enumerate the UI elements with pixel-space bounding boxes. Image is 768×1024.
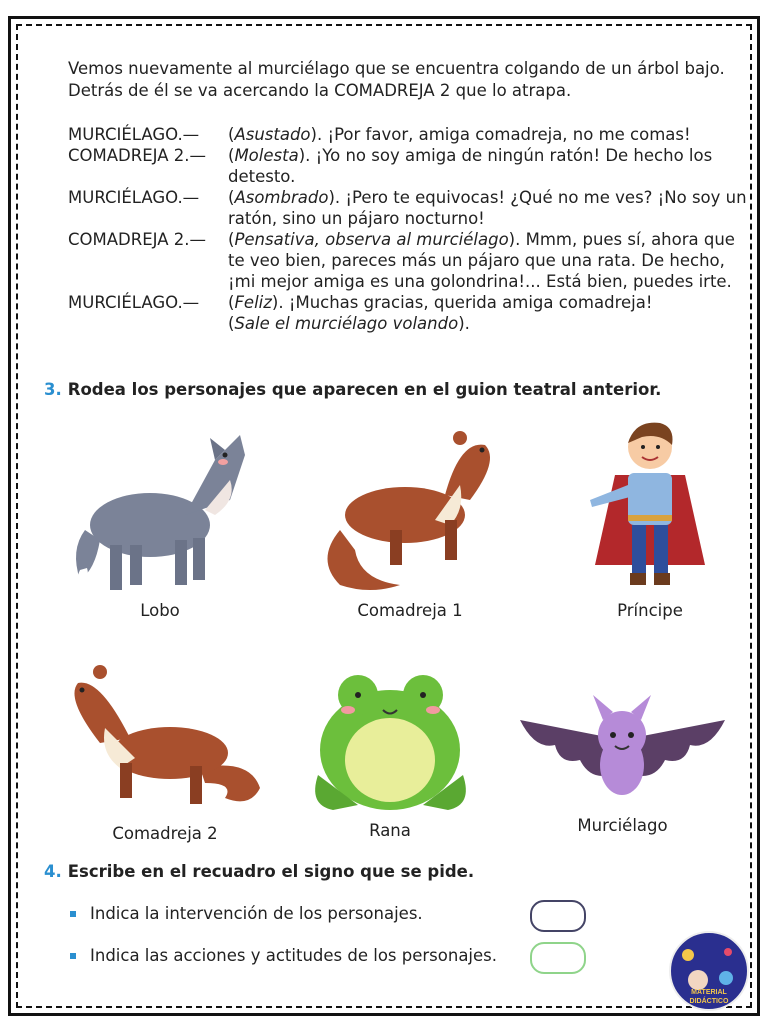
character-rana[interactable] bbox=[300, 665, 480, 840]
speaker: COMADREJA 2.— bbox=[68, 146, 206, 165]
svg-text:MATERIAL: MATERIAL bbox=[691, 989, 727, 996]
speech: (Asustado). ¡Por favor, amiga comadreja, no me comas! bbox=[228, 125, 691, 144]
bullet-icon bbox=[70, 953, 76, 959]
speech: (Pensativa, observa al murciélago). Mmm, pues sí, ahora que te veo bien, pareces más un pájaro que una rata. De hecho, ¡mi mejor amiga es una golondrina!... Está bien, puedes irte. bbox=[228, 230, 735, 291]
dialogue-line bbox=[68, 124, 748, 145]
character-murcielago[interactable] bbox=[515, 690, 730, 835]
speech: (Molesta). ¡Yo no soy amiga de ningún ratón! De hecho los detesto. bbox=[228, 146, 713, 186]
bullet-item: Indica las acciones y actitudes de los personajes. bbox=[70, 946, 497, 965]
speaker: MURCIÉLAGO.— bbox=[68, 293, 200, 312]
dialogue-line bbox=[68, 145, 748, 187]
svg-text:DIDÁCTICO: DIDÁCTICO bbox=[689, 998, 729, 1005]
bat-icon bbox=[515, 690, 730, 810]
speaker: MURCIÉLAGO.— bbox=[68, 188, 200, 207]
weasel-icon bbox=[310, 420, 510, 595]
logo-icon bbox=[668, 930, 750, 1012]
dialogue-line bbox=[68, 229, 748, 292]
question-4: 4. Escribe en el recuadro el signo que se pide. bbox=[44, 862, 475, 881]
frog-icon bbox=[303, 665, 478, 815]
character-label: Comadreja 2 bbox=[112, 824, 218, 843]
weasel-icon bbox=[60, 658, 270, 818]
question-3: 3. Rodea los personajes que aparecen en el guion teatral anterior. bbox=[44, 380, 662, 399]
speaker: COMADREJA 2.— bbox=[68, 230, 206, 249]
character-comadreja-1[interactable] bbox=[310, 420, 510, 620]
bullet-icon bbox=[70, 911, 76, 917]
character-label: Comadreja 1 bbox=[357, 601, 463, 620]
material-didactico-logo bbox=[668, 930, 750, 1012]
answer-box-2[interactable] bbox=[530, 942, 586, 974]
character-label: Rana bbox=[369, 821, 411, 840]
dialogue-line bbox=[68, 187, 748, 229]
bullet-item: Indica la intervención de los personajes. bbox=[70, 904, 423, 923]
dialogue-line bbox=[68, 292, 748, 334]
prince-icon bbox=[580, 415, 720, 595]
character-principe[interactable] bbox=[560, 415, 740, 620]
character-label: Murciélago bbox=[577, 816, 668, 835]
character-label: Príncipe bbox=[617, 601, 683, 620]
character-label: Lobo bbox=[140, 601, 180, 620]
character-lobo[interactable] bbox=[60, 420, 260, 620]
answer-box-1[interactable] bbox=[530, 900, 586, 932]
intro-paragraph: Vemos nuevamente al murciélago que se encuentra colgando de un árbol bajo. Detrás de él se va acercando la COMADREJA 2 que lo atrapa. bbox=[68, 59, 725, 100]
wolf-icon bbox=[65, 420, 255, 595]
speaker: MURCIÉLAGO.— bbox=[68, 125, 200, 144]
speech: (Feliz). ¡Muchas gracias, querida amiga comadreja! (Sale el murciélago volando). bbox=[228, 293, 653, 333]
speech: (Asombrado). ¡Pero te equivocas! ¿Qué no me ves? ¡No soy un ratón, sino un pájaro nocturno! bbox=[228, 188, 747, 228]
character-comadreja-2[interactable] bbox=[60, 658, 270, 843]
dialogue-script bbox=[68, 124, 748, 334]
